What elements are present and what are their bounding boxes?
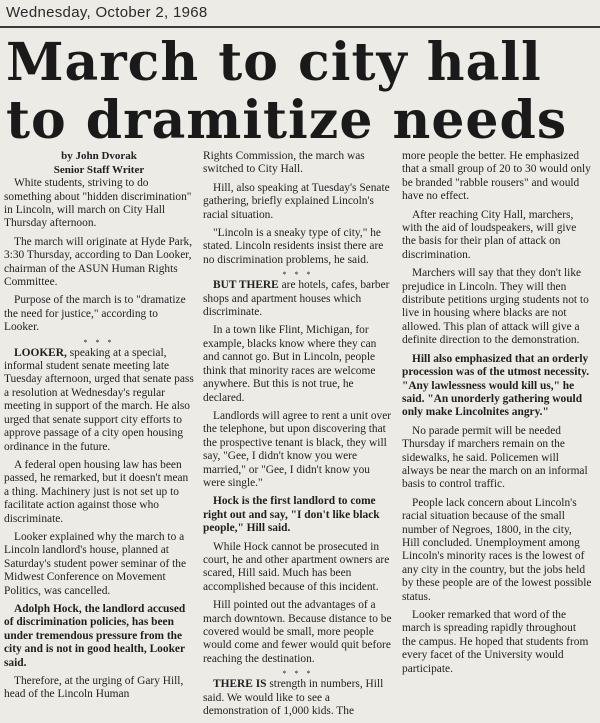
section-separator: * * * <box>282 669 314 679</box>
dateline: Wednesday, October 2, 1968 <box>6 4 208 21</box>
paragraph: No parade permit will be needed Thursday if marchers remain on the sidewalks, he said. Policemen will always be near the march on an informal basis to control traffic. <box>402 424 588 491</box>
paragraph: more people the better. He emphasized that a small group of 20 to 30 would only be branded "rabble rousers" and would have no effect. <box>402 150 591 203</box>
section-separator: * * * <box>282 270 314 280</box>
paragraph-body: strength in numbers, Hill said. We would like to see a demonstration of 1,000 kids. The <box>203 678 384 718</box>
paragraph-bold: Hill also emphasized that an orderly procession was of the utmost necessity. "Any lawlessness would kill us," he said. "An unorderly gathering would only make Lincolnites angry." <box>402 352 590 419</box>
headline <box>6 34 596 150</box>
paragraph: "Lincoln is a sneaky type of city," he stated. Lincoln residents insist there are no discrimination problems, he said. <box>203 227 384 266</box>
paragraph: In a town like Flint, Michigan, for example, blacks know where they can and cannot go. But in Lincoln, people think that minority races are welcome anywhere. But this is not true, he declared. <box>203 324 377 404</box>
section-separator: * * * <box>83 337 115 347</box>
byline-title: Senior Staff Writer <box>53 163 145 176</box>
paragraph: Looker explained why the march to a Lincoln landlord's house, planned at Saturday's student power seminar of the Midwest Conference on Movement Politics, was cancelled. <box>4 530 187 597</box>
paragraph: Marchers will say that they don't like prejudice in Lincoln. They will then distribute petitions urging students not to live in housing where blacks are not allowed. This plan of attack will give a definite direction to the demonstration. <box>402 267 589 347</box>
paragraph <box>203 678 393 718</box>
paragraph-lead: LOOKER, <box>14 346 67 359</box>
paragraph: White students, striving to do something about "hidden discrimination" in Lincoln, will march on City Hall Thursday afternoon. <box>4 177 192 230</box>
paragraph: Therefore, at the urging of Gary Hill, head of the Lincoln Human <box>4 675 184 701</box>
paragraph-lead: THERE IS <box>213 678 267 691</box>
paragraph: Rights Commission, the march was switched to City Hall. <box>203 150 365 176</box>
paragraph: People lack concern about Lincoln's racial situation because of the small number of Negroes, 1800, in the city, Hill concluded. Unemployment among Lincoln's minority races is the lowest of any city in the country, but the jobs held by these people are of the lowest possible status. <box>402 496 592 603</box>
paragraph: Looker remarked that word of the march is spreading rapidly throughout the campus. He hoped that students from every facet of the University would participate. <box>402 609 589 675</box>
headline-line-1: March to city hall <box>6 32 542 93</box>
paragraph-bold: Adolph Hock, the landlord accused of discrimination policies, has been under tremendous pressure from the city and is not in good health, Looker said. <box>4 602 186 669</box>
paragraph: While Hock cannot be prosecuted in court, he and other apartment owners are scared, Hill said. Much has been accomplished because of this incident. <box>203 540 390 593</box>
paragraph: Hill pointed out the advantages of a march downtown. Because distance to be covered would be small, more people would come and fewer would quit before reaching the destination. <box>203 599 392 665</box>
paragraph: Hill, also speaking at Tuesday's Senate gathering, briefly explained Lincoln's racial situation. <box>203 181 390 221</box>
paragraph <box>4 347 194 454</box>
paragraph-body: are hotels, cafes, barber shops and apartment houses which discriminate. <box>203 279 390 319</box>
paragraph: After reaching City Hall, marchers, with the aid of loudspeakers, will give the basis for their plan of attack on discrimination. <box>402 208 577 261</box>
paragraph: A federal open housing law has been passed, he remarked, but it doesn't mean a thing. Machinery just is not set up to facilitate action against those who discriminate. <box>4 458 189 525</box>
paragraph: The march will originate at Hyde Park, 3:30 Thursday, according to Dan Looker, chairman of the ASUN Human Rights Committee. <box>4 235 193 289</box>
paragraph: Landlords will agree to rent a unit over the telephone, but upon discovering that the prospective tenant is black, they will say, "Gee, I didn't know you were married," or "Gee, I didn't know you were single." <box>203 409 392 489</box>
paragraph-body: speaking at a special, informal student senate meeting late Tuesday afternoon, urged that senate pass a resolution at Wednesday's regular meeting in support of the march. He also urged that senate support city efforts to approve passage of a city open housing ordinance in the future. <box>4 346 194 453</box>
article-column-2 <box>203 150 393 723</box>
headline-line-2: to dramitize needs <box>6 90 568 151</box>
paragraph: Purpose of the march is to "dramatize the need for justice," according to Looker. <box>4 294 186 334</box>
paragraph-bold: Hock is the first landlord to come right out and say, "I don't like black people," Hill said. <box>203 495 380 535</box>
article-column-1 <box>4 150 194 707</box>
paragraph-lead: BUT THERE <box>213 279 279 292</box>
header-rule <box>0 26 600 28</box>
paragraph <box>203 279 393 319</box>
byline-author: by John Dvorak <box>61 150 137 162</box>
article-column-3 <box>402 150 592 681</box>
